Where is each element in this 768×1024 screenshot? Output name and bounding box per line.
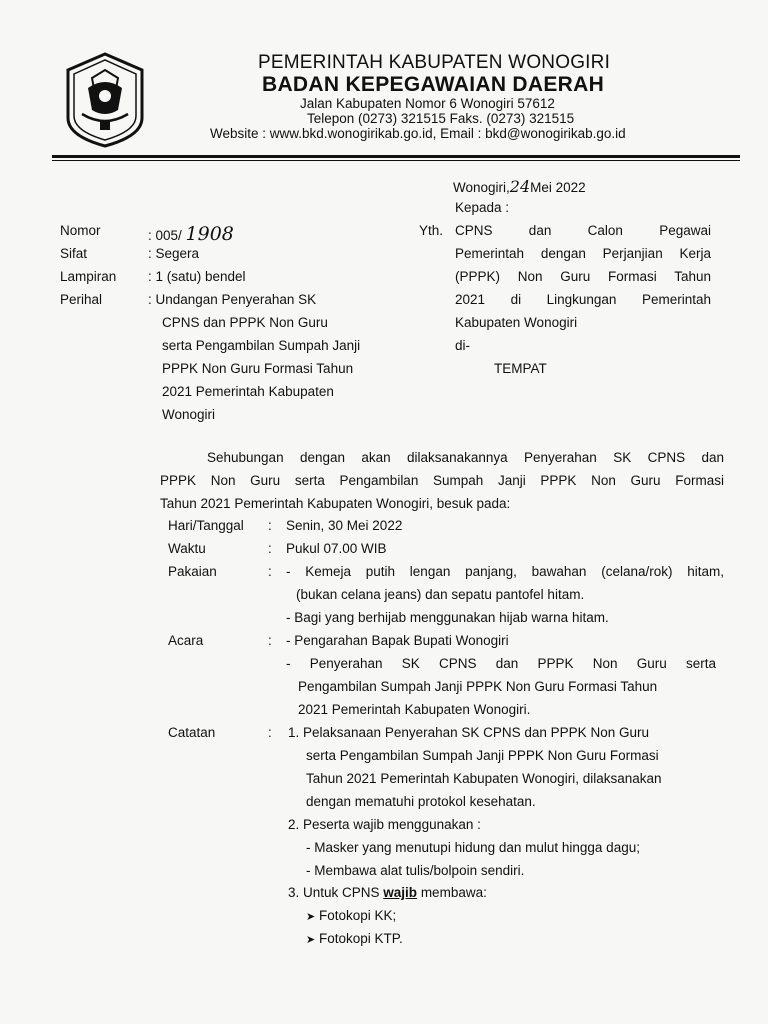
header-rule-thick	[52, 155, 740, 158]
catatan-line: 1. Pelaksanaan Penyerahan SK CPNS dan PPPK Non Guru	[288, 725, 649, 740]
waktu-value: Pukul 07.00 WIB	[286, 541, 387, 556]
gov-name: PEMERINTAH KABUPATEN WONOGIRI	[258, 52, 611, 73]
bullet-text: Fotokopi KTP.	[318, 931, 403, 946]
arrow-bullet-icon: ➤	[306, 911, 316, 923]
recipient-line: CPNS dan Calon Pegawai	[455, 223, 711, 238]
letter-date	[453, 177, 586, 196]
perihal-label: Perihal	[60, 292, 103, 307]
colon: :	[268, 633, 272, 648]
perihal-line: Wonogiri	[162, 407, 216, 422]
catatan-line	[288, 885, 487, 900]
pakaian-line: - Kemeja putih lengan panjang, bawahan (celana/rok) hitam,	[286, 564, 724, 579]
waktu-label: Waktu	[168, 541, 206, 556]
arrow-bullet-icon: ➤	[306, 934, 316, 946]
regency-logo	[60, 48, 150, 150]
colon: :	[268, 564, 272, 579]
acara-line: Pengambilan Sumpah Janji PPPK Non Guru Formasi Tahun	[298, 679, 658, 694]
hari-value: Senin, 30 Mei 2022	[286, 518, 403, 533]
colon: :	[268, 541, 272, 556]
catatan-line: - Membawa alat tulis/bolpoin sendiri.	[306, 863, 525, 878]
colon: :	[268, 518, 272, 533]
sifat-label: Sifat	[60, 246, 88, 261]
intro-line: Tahun 2021 Pemerintah Kabupaten Wonogiri, besuk pada:	[160, 496, 511, 511]
bullet-text: Fotokopi KK;	[318, 908, 397, 923]
bullet-item	[306, 931, 403, 946]
recipient-line: Pemerintah dengan Perjanjian Kerja	[455, 246, 711, 261]
pakaian-label: Pakaian	[168, 564, 217, 579]
pakaian-line: - Bagi yang berhijab menggunakan hijab warna hitam.	[286, 610, 609, 625]
web-email: Website : www.bkd.wonogirikab.go.id, Email : bkd@wonogirikab.go.id	[210, 126, 626, 141]
header-rule-thin	[52, 160, 740, 161]
address: Jalan Kabupaten Nomor 6 Wonogiri 57612	[300, 96, 555, 111]
catatan-line: 2. Peserta wajib menggunakan :	[288, 817, 481, 832]
date-day-handwritten: 24	[509, 177, 531, 196]
catatan-line: serta Pengambilan Sumpah Janji PPPK Non Guru Formasi	[306, 748, 659, 763]
acara-line: - Pengarahan Bapak Bupati Wonogiri	[286, 633, 509, 648]
recipient-line: 2021 di Lingkungan Pemerintah	[455, 292, 711, 307]
perihal-line: PPPK Non Guru Formasi Tahun	[162, 361, 354, 376]
perihal-line: : Undangan Penyerahan SK	[148, 292, 317, 307]
catatan3-wajib: wajib	[383, 885, 418, 900]
recipient-line: Kabupaten Wonogiri	[455, 315, 578, 330]
acara-line: 2021 Pemerintah Kabupaten Wonogiri.	[298, 702, 531, 717]
hari-label: Hari/Tanggal	[168, 518, 244, 533]
perihal-line: 2021 Pemerintah Kabupaten	[162, 384, 334, 399]
catatan-label: Catatan	[168, 725, 216, 740]
nomor-label: Nomor	[60, 223, 101, 238]
catatan-line: Tahun 2021 Pemerintah Kabupaten Wonogiri, dilaksanakan	[306, 771, 662, 786]
intro-line: PPPK Non Guru serta Pengambilan Sumpah Janji PPPK Non Guru Formasi	[160, 473, 724, 488]
catatan3-pre: 3. Untuk CPNS	[288, 885, 384, 900]
bullet-item	[306, 908, 396, 923]
perihal-line: serta Pengambilan Sumpah Janji	[162, 338, 361, 353]
phone: Telepon (0273) 321515 Faks. (0273) 321515	[307, 111, 575, 126]
di-label: di-	[455, 338, 471, 353]
date-suffix: Mei 2022	[530, 180, 586, 195]
acara-label: Acara	[168, 633, 204, 648]
catatan3-post: membawa:	[417, 885, 487, 900]
kepada-label: Kepada :	[455, 200, 510, 215]
agency-name: BADAN KEPEGAWAIAN DAERAH	[262, 73, 605, 96]
catatan-line: - Masker yang menutupi hidung dan mulut hingga dagu;	[306, 840, 640, 855]
recipient-line: (PPPK) Non Guru Formasi Tahun	[455, 269, 711, 284]
yth-label: Yth.	[419, 223, 444, 238]
lampiran-value: : 1 (satu) bendel	[148, 269, 246, 284]
sifat-value: : Segera	[148, 246, 200, 261]
nomor-handwritten: 1908	[185, 223, 234, 245]
perihal-line: CPNS dan PPPK Non Guru	[162, 315, 328, 330]
colon: :	[268, 725, 272, 740]
lampiran-label: Lampiran	[60, 269, 117, 284]
intro-line: Sehubungan dengan akan dilaksanakannya Penyerahan SK CPNS dan	[207, 450, 724, 465]
catatan-line: dengan mematuhi protokol kesehatan.	[306, 794, 536, 809]
acara-line: - Penyerahan SK CPNS dan PPPK Non Guru serta	[286, 656, 716, 671]
date-prefix: Wonogiri,	[453, 180, 510, 195]
nomor-value	[148, 223, 234, 245]
tempat-label: TEMPAT	[494, 361, 547, 376]
pakaian-line: (bukan celana jeans) dan sepatu pantofel hitam.	[296, 587, 585, 602]
nomor-prefix: : 005/	[148, 228, 182, 243]
